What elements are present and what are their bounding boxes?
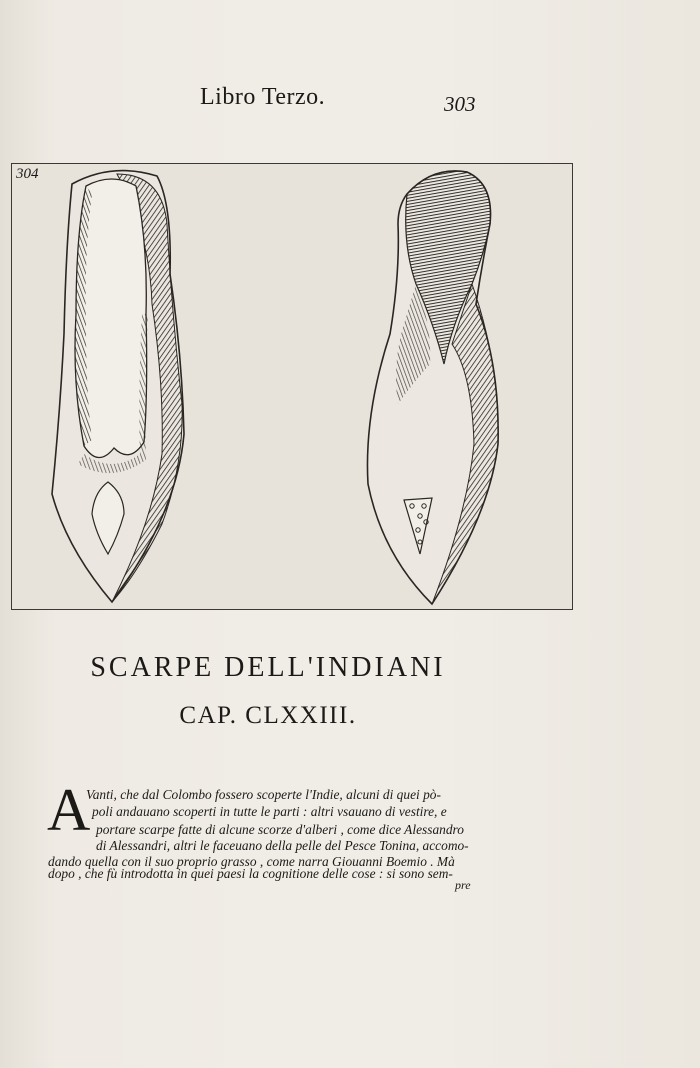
page-number: 303 <box>444 92 476 116</box>
body-text-line: poli andauano scoperti in tutte le parti : altri vsauano di vestire, e <box>92 804 447 819</box>
body-text-line: portare scarpe fatte di alcune scorze d'alberi , come dice Alessandro <box>96 822 464 837</box>
running-head: Libro Terzo. <box>200 84 326 110</box>
chapter-number: CAP. CLXXIII. <box>179 702 357 729</box>
left-shoe-drawing <box>52 171 184 602</box>
body-text-line: di Alessandri, altri le faceuano della pelle del Pesce Tonina, accomo- <box>96 838 469 853</box>
chapter-title: SCARPE DELL'INDIANI <box>90 652 446 683</box>
shoe-engraving-illustration <box>12 164 571 608</box>
plate-number: 304 <box>16 166 39 182</box>
engraving-plate <box>11 163 573 610</box>
decorated-initial: A <box>47 777 91 843</box>
body-text-line: dando quella con il suo proprio grasso , come narra Giouanni Boemio . Mà <box>48 854 455 869</box>
right-shoe-drawing <box>367 171 498 604</box>
catchword: pre <box>455 878 471 892</box>
body-text-line: dopo , che fù introdotta in quei paesi la cognitione delle cose : si sono sem- <box>48 866 453 881</box>
body-text-line: Vanti, che dal Colombo fossero scoperte l'Indie, alcuni di quei pò- <box>86 787 441 802</box>
